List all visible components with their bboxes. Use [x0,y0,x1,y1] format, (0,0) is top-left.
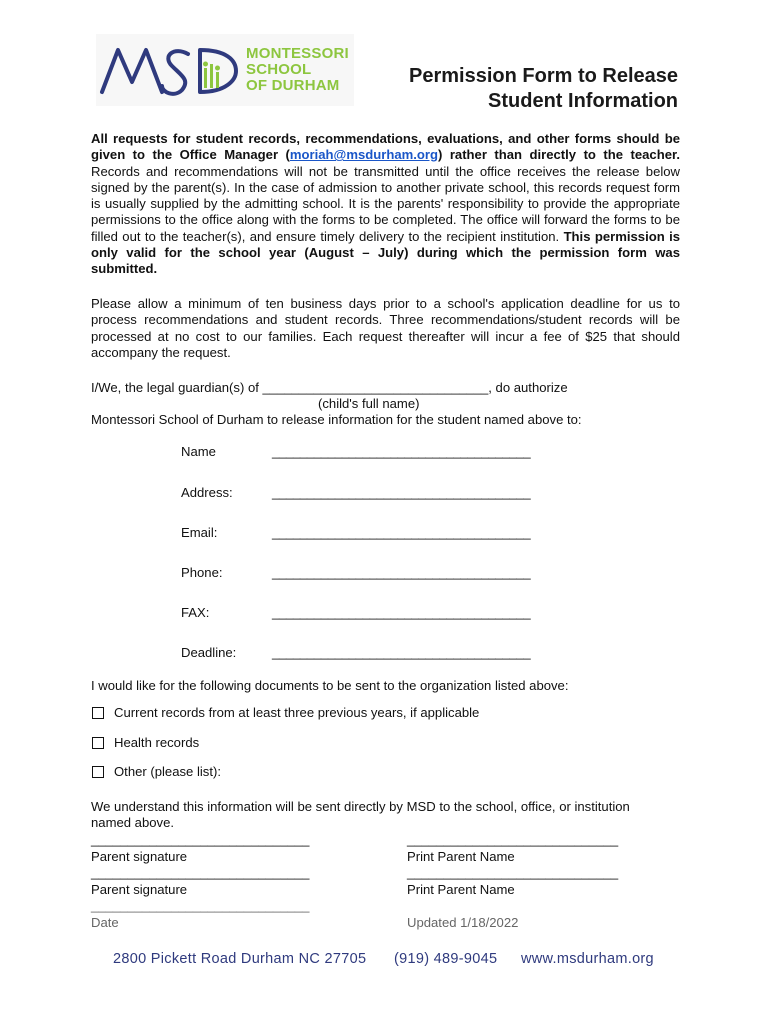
print-name-line-2[interactable]: _____________________________ [407,865,619,880]
date-label: Date [91,915,119,930]
print-name-label-1: Print Parent Name [407,849,515,864]
title-line-1: Permission Form to Release [409,65,678,87]
intro-paragraph [91,131,680,278]
field-input-phone[interactable]: _____________________________________ [272,565,531,580]
checkbox-current-records[interactable] [92,705,479,720]
title-line-2: Student Information [488,90,678,112]
intro-body-text: Records and recommendations will not be transmitted until the office receives the release below signed by the parent(s). In the case of admission to another private school, this records request form is usually supplied by the admitting school. It is the parents' responsibility to provide the appropriate permissions to the office along with the forms to be completed. The office will forward the forms to be filled out to the teacher(s), and ensure timely delivery to the recipient institution. [91,163,680,244]
release-line: Montessori School of Durham to release information for the student named above to: [91,412,582,427]
field-input-deadline[interactable]: _____________________________________ [272,645,531,660]
field-label-name: Name [181,444,216,459]
understand-line-2: named above. [91,815,174,830]
print-name-label-2: Print Parent Name [407,882,515,897]
office-email-link[interactable]: moriah@msdurham.org [289,147,438,163]
checkbox-icon[interactable] [92,707,104,719]
checkbox-label: Other (please list): [114,764,221,779]
field-label-deadline: Deadline: [181,645,237,660]
field-input-address[interactable]: _____________________________________ [272,485,531,500]
checkbox-health-records[interactable] [92,735,199,750]
date-line[interactable]: ______________________________ [91,898,310,913]
intro-bold-text-end: ) rather than directly to the teacher. [437,147,681,163]
signature-line-1[interactable]: ______________________________ [91,832,310,847]
footer-phone: (919) 489-9045 [394,951,498,967]
logo-line: OF DURHAM [246,77,340,94]
checkbox-label: Current records from at least three previous years, if applicable [114,705,480,720]
footer-website[interactable]: www.msdurham.org [521,951,654,967]
authorize-line: I/We, the legal guardian(s) of _______________________________, do authorize [91,380,568,395]
field-input-name[interactable]: _____________________________________ [272,444,531,459]
processing-paragraph: Please allow a minimum of ten business days prior to a school's application deadline for us to process recommendations and student records. Three recommendations/student records will be processed at no cost to our families. Each request thereafter will incur a fee of $25 that should accompany the request. [91,296,680,360]
documents-intro: I would like for the following documents to be sent to the organization listed above: [91,678,569,693]
field-label-phone: Phone: [181,565,223,580]
checkbox-icon[interactable] [92,766,104,778]
logo-line: MONTESSORI [246,45,349,62]
updated-date: Updated 1/18/2022 [407,915,519,930]
logo-wordmark [246,46,349,94]
footer-address: 2800 Pickett Road Durham NC 27705 [113,951,367,967]
field-input-fax[interactable]: _____________________________________ [272,605,531,620]
parent-signature-label-1: Parent signature [91,849,188,864]
print-name-line-1[interactable]: _____________________________ [407,832,619,847]
checkbox-other[interactable] [92,764,221,779]
validity-notice: This permission is only valid for the school year (August – July) during which the permission form was submitted. [91,228,681,277]
checkbox-icon[interactable] [92,737,104,749]
logo-line: SCHOOL [246,61,312,78]
signature-line-2[interactable]: ______________________________ [91,865,310,880]
understand-line-1: We understand this information will be sent directly by MSD to the school, office, or institution [91,799,630,814]
intro-bold-text: All requests for student records, recommendations, evaluations, and other forms should be given to the Office Manager ( [91,131,680,163]
page-title [409,64,678,114]
child-name-hint: (child's full name) [318,396,420,411]
field-label-email: Email: [181,525,218,540]
field-label-address: Address: [181,485,233,500]
field-label-fax: FAX: [181,605,210,620]
checkbox-label: Health records [114,735,200,750]
field-input-email[interactable]: _____________________________________ [272,525,531,540]
parent-signature-label-2: Parent signature [91,882,188,897]
